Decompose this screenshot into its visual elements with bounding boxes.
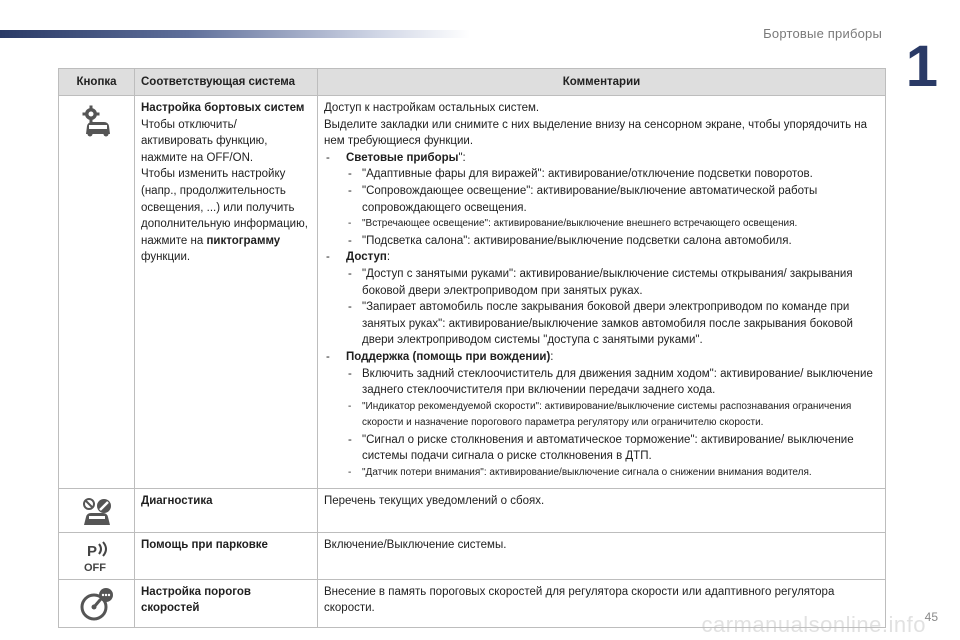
table-row bbox=[59, 96, 886, 489]
group-title: Световые приборы bbox=[346, 151, 459, 164]
list-item: - "Запирает автомобиль после закрывания боковой двери электроприводом по команде при занятых руках": активирование/выключение замков автомобиля после закрывания боковой двери электроприводом системы "доступа с занятыми руками". bbox=[346, 299, 879, 349]
group-items bbox=[346, 166, 879, 249]
icon-cell bbox=[59, 96, 135, 489]
system-title: Диагностика bbox=[141, 494, 213, 507]
group-access: - Доступ: - "Доступ с занятыми руками": активирование/выключение системы открывания/ закрывания боковой двери электроприводом при занятых руках. - "Запирает автомобиль после закрывания боковой двери электроприводом по команде при занятых руках": активирование/выключение замков автомобиля после закрывания боковой двери электроприводом системы "доступа с занятыми руками". bbox=[324, 249, 879, 349]
system-name-cell bbox=[135, 533, 318, 580]
off-label: OFF bbox=[83, 562, 106, 574]
system-title: Настройка порогов скоростей bbox=[141, 585, 251, 615]
comment-cell bbox=[318, 96, 886, 489]
group-title: Доступ bbox=[346, 251, 387, 264]
comment-text: Перечень текущих уведомлений о сбоях. bbox=[324, 494, 545, 507]
page-number: 45 bbox=[924, 610, 938, 624]
chapter-number: 1 bbox=[905, 34, 938, 99]
group-items bbox=[346, 266, 879, 349]
comment-text: Включение/Выключение системы. bbox=[324, 539, 507, 552]
watermark: carmanualsonline.info bbox=[701, 612, 926, 637]
list-item: - "Сопровождающее освещение": активирование/выключение автоматической работы сопровождающего освещения. bbox=[346, 183, 879, 216]
comment-intro: Выделите закладки или снимите с них выделение внизу на сенсорном экране, чтобы упорядочить на нем требующиеся функции. bbox=[324, 118, 868, 148]
icon-cell bbox=[59, 533, 135, 580]
list-item: - "Подсветка салона": активирование/выключение подсветки салона автомобиля. bbox=[346, 233, 879, 250]
system-title: Помощь при парковке bbox=[141, 539, 268, 552]
list-item: - "Датчик потери внимания": активирование/выключение сигнала о снижении внимания водителя. bbox=[346, 465, 879, 482]
table-row bbox=[59, 488, 886, 533]
emphasis-text: пиктограмму bbox=[206, 234, 281, 247]
column-header-system: Соответствующая система bbox=[135, 69, 318, 96]
settings-groups-list bbox=[324, 150, 879, 482]
system-name-cell bbox=[135, 488, 318, 533]
systems-table bbox=[58, 68, 886, 628]
parking-assist-off-icon[interactable] bbox=[77, 541, 117, 573]
parking-letter: P bbox=[86, 543, 97, 561]
list-item: - "Адаптивные фары для виражей": активирование/отключение подсветки поворотов. bbox=[346, 166, 879, 183]
settings-car-gear-icon[interactable] bbox=[80, 104, 114, 138]
comment-intro: Доступ к настройкам остальных систем. bbox=[324, 102, 540, 114]
system-desc: Чтобы отключить/ активировать функцию, нажмите на OFF/ON. bbox=[141, 118, 268, 164]
system-name-cell bbox=[135, 579, 318, 628]
group-driving-assist: - Поддержка (помощь при вождении): - Включить задний стеклоочиститель для движения задним ходом": активирование/ выключение заднего стеклоочистителя при включении передачи заднего хода. - "Индикатор рекомендуемой скорости": активирование/выключение системы распознавания ограничения скорости и назначение порогового параметра регулятору или ограничителю скорости. - "Сигнал о риске столкновения и автоматическое торможение": активирование/ выключение системы подачи сигнала о риске столкновения в ДТП. - "Датчик потери внимания": активирование/выключение сигнала о снижении внимания водителя. bbox=[324, 349, 879, 482]
comment-cell bbox=[318, 488, 886, 533]
group-items bbox=[346, 366, 879, 482]
table-header-row bbox=[59, 69, 886, 96]
column-header-button: Кнопка bbox=[59, 69, 135, 96]
list-item: - "Индикатор рекомендуемой скорости": активирование/выключение системы распознавания ограничения скорости и назначение порогового параметра регулятору или ограничителю скорости. bbox=[346, 399, 879, 432]
table-row bbox=[59, 533, 886, 580]
column-header-comments: Комментарии bbox=[318, 69, 886, 96]
list-item: - "Доступ с занятыми руками": активирование/выключение системы открывания/ закрывания боковой двери электроприводом при занятых руках. bbox=[346, 266, 879, 299]
system-title: Настройка бортовых систем bbox=[141, 102, 305, 114]
comment-cell bbox=[318, 579, 886, 628]
comment-cell bbox=[318, 533, 886, 580]
table-row bbox=[59, 579, 886, 628]
icon-cell bbox=[59, 579, 135, 628]
diagnostics-wrench-icon[interactable] bbox=[80, 497, 114, 527]
system-desc: Чтобы изменить настройку (напр., продолжительность освещения, ...) или получить дополнительную информацию, нажмите на пиктограмму функции. bbox=[141, 168, 308, 264]
list-item: - Включить задний стеклоочиститель для движения задним ходом": активирование/ выключение заднего стеклоочистителя при включении передачи заднего хода. bbox=[346, 366, 879, 399]
comment-text: Внесение в память пороговых скоростей для регулятора скорости или адаптивного регулятора скорости. bbox=[324, 585, 835, 615]
speed-threshold-icon[interactable] bbox=[79, 588, 115, 622]
list-item: - "Встречающее освещение": активирование/выключение внешнего встречающего освещения. bbox=[346, 216, 879, 233]
system-name-cell bbox=[135, 96, 318, 489]
list-item: - "Сигнал о риске столкновения и автоматическое торможение": активирование/ выключение системы подачи сигнала о риске столкновения в ДТП. bbox=[346, 432, 879, 465]
top-accent-bar bbox=[0, 30, 470, 38]
icon-cell bbox=[59, 488, 135, 533]
section-title: Бортовые приборы bbox=[763, 26, 882, 41]
group-lighting: - Световые приборы": - "Адаптивные фары для виражей": активирование/отключение подсветки поворотов. - "Сопровождающее освещение": активирование/выключение автоматической работы сопровождающего освещения. - "Встречающее освещение": активирование/выключение внешнего встречающего освещения. - "Подсветка салона": активирование/выключение подсветки салона автомобиля. bbox=[324, 150, 879, 250]
group-title: Поддержка (помощь при вождении) bbox=[346, 350, 551, 363]
